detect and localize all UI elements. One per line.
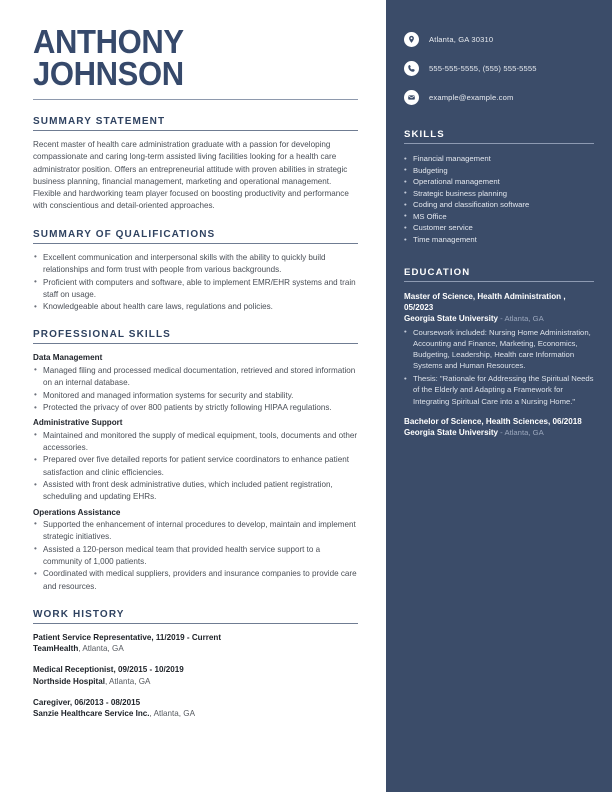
list-item: • Knowledgeable about health care laws, regulations and policies. (33, 301, 358, 313)
job-employer-line (33, 643, 358, 654)
list-item: • Strategic business planning (404, 188, 594, 199)
qualifications-list (33, 252, 358, 314)
sidebar-section-education (404, 267, 594, 438)
list-item: • Supported the enhancement of internal procedures to develop, maintain and implement strategic initiatives. (33, 519, 358, 543)
list-item: • Protected the privacy of over 800 patients by strictly following HIPAA regulations. (33, 402, 358, 414)
work-history-title: WORK HISTORY (33, 609, 358, 624)
list-item: • Maintained and monitored the supply of medical equipment, tools, documents and other accessories. (33, 430, 358, 454)
envelope-icon (404, 90, 419, 105)
list-item: • Managed filing and processed medical documentation, retrieved and stored information on an internal database. (33, 365, 358, 389)
skills-list (404, 153, 594, 245)
list-item: • Excellent communication and interpersonal skills with the ability to quickly build relationships and form trust with people from various backgrounds. (33, 252, 358, 276)
skills-title: SKILLS (404, 129, 594, 144)
education-degree: Master of Science, Health Administration , 05/2023 (404, 292, 566, 313)
skill-group-list (33, 519, 358, 593)
skill-group-list (33, 365, 358, 415)
education-title: EDUCATION (404, 267, 594, 282)
sidebar-section-skills (404, 129, 594, 245)
section-work-history (33, 609, 358, 720)
skill-group-subhead: Data Management (33, 353, 103, 363)
list-item: • Financial management (404, 153, 594, 164)
list-item: • Coordinated with medical suppliers, providers and insurance companies to provide care and resources. (33, 568, 358, 592)
list-item: • Prepared over five detailed reports for patient service coordinators to enhance patient satisfaction and clinic efficiencies. (33, 454, 358, 478)
contact-email-text: example@example.com (429, 92, 514, 102)
work-history-entry (33, 664, 358, 687)
job-employer-line (33, 676, 358, 687)
list-item: • Assisted with front desk administrative duties, which included patient registration, scheduling and updating EHRs. (33, 479, 358, 503)
job-location: , Atlanta, GA (78, 644, 124, 654)
list-item: • Operational management (404, 176, 594, 187)
last-name: JOHNSON (33, 55, 184, 92)
job-employer: Northside Hospital (33, 676, 105, 686)
candidate-name (33, 23, 358, 100)
list-item: • Proficient with computers and software, able to implement EMR/EHR systems and train staff on usage. (33, 277, 358, 301)
list-item: • Assisted a 120-person medical team that provided health service support to a community of 1,000 patients. (33, 544, 358, 568)
section-professional-skills (33, 329, 358, 592)
list-item: • Customer service (404, 222, 594, 233)
skill-group-operations-assistance (33, 507, 358, 593)
phone-icon (404, 61, 419, 76)
list-item: • Thesis: "Rationale for Addressing the Spiritual Needs of the Elderly and Adapting a Framework for Integrating Spiritual Care into a Nursing Home." (404, 373, 594, 406)
job-title-and-dates: Medical Receptionist, 09/2015 - 10/2019 (33, 665, 184, 675)
education-location: Atlanta, GA (504, 314, 544, 324)
job-location: , Atlanta, GA (149, 709, 195, 719)
summary-of-qualifications-title: SUMMARY OF QUALIFICATIONS (33, 229, 358, 244)
contact-item-phone (404, 61, 594, 76)
education-location: Atlanta, GA (504, 427, 544, 437)
name-divider (33, 99, 358, 100)
job-employer: Sanzie Healthcare Service Inc. (33, 709, 150, 719)
skill-group-subhead: Operations Assistance (33, 507, 121, 517)
education-separator: - (498, 427, 505, 437)
education-school: Georgia State University (404, 427, 499, 437)
job-title-and-dates: Patient Service Representative, 11/2019 - Current (33, 632, 222, 642)
section-summary-statement (33, 116, 358, 213)
list-item: • Coursework included: Nursing Home Administration, Accounting and Finance, Marketing, Economics, Budgeting, Leadership, Health care Information Systems and Human Resources. (404, 327, 594, 372)
list-item: • Coding and classification software (404, 199, 594, 210)
contact-address-text: Atlanta, GA 30310 (429, 34, 494, 44)
list-item: • Budgeting (404, 165, 594, 176)
skill-group-data-management (33, 352, 358, 414)
work-history-entry (33, 697, 358, 720)
summary-statement-title: SUMMARY STATEMENT (33, 116, 358, 131)
skill-group-administrative-support (33, 417, 358, 503)
skill-group-subhead: Administrative Support (33, 418, 123, 428)
section-summary-of-qualifications (33, 229, 358, 314)
job-location: , Atlanta, GA (104, 676, 151, 686)
contact-item-address (404, 32, 594, 47)
location-pin-icon (404, 32, 419, 47)
list-item: • MS Office (404, 211, 594, 222)
education-school: Georgia State University (404, 314, 499, 324)
education-entry-masters (404, 291, 594, 407)
education-bullets (404, 327, 594, 407)
professional-skills-title: PROFESSIONAL SKILLS (33, 329, 358, 344)
work-history-entry (33, 632, 358, 655)
education-school-line (404, 313, 594, 324)
education-school-line (404, 427, 594, 438)
job-employer-line (33, 708, 358, 719)
job-title-and-dates: Caregiver, 06/2013 - 08/2015 (33, 698, 141, 708)
sidebar (386, 0, 612, 792)
contact-item-email (404, 90, 594, 105)
contact-list (404, 32, 594, 105)
education-separator: - (498, 314, 505, 324)
summary-statement-text: Recent master of health care administration graduate with a passion for developing compassionate and caring long-term assisted living facilities looking for a health care administrator position. Offers an entrepreneurial attitude with proven abilities in strategic business planning, financial management, marketing and operational management. Flexible and hardworking team player focused on boosting productivity and performance with conscientious and detail-oriented approaches. (33, 140, 349, 211)
education-degree: Bachelor of Science, Health Sciences, 06/2018 (404, 416, 582, 426)
contact-phone-text: 555-555-5555, (555) 555-5555 (429, 63, 537, 73)
job-employer: TeamHealth (33, 644, 79, 654)
education-entry-bachelors (404, 416, 594, 438)
first-name: ANTHONY (33, 23, 184, 60)
list-item: • Monitored and managed information systems for security and stability. (33, 390, 358, 402)
list-item: • Time management (404, 234, 594, 245)
skill-group-list (33, 430, 358, 504)
